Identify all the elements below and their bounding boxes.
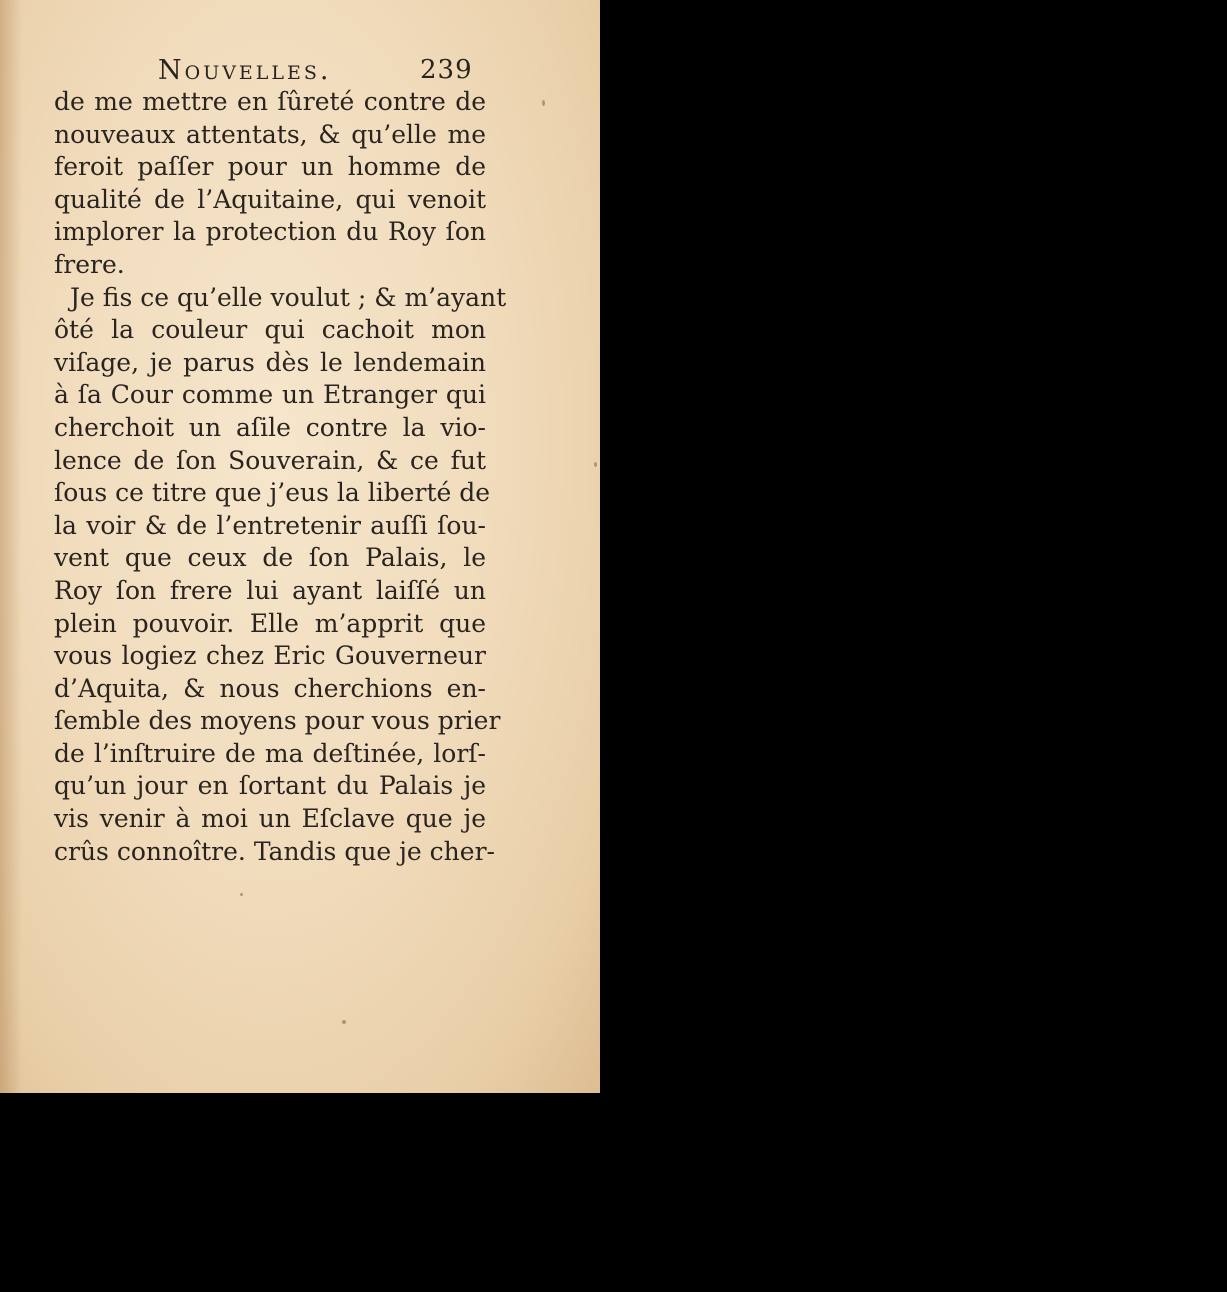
text-line: d’Aquita, & nous cherchions en- [54, 673, 486, 703]
paper-speck [594, 462, 597, 467]
text-line: nouveaux attentats, & qu’elle me [54, 119, 486, 149]
text-line: Roy ſon frere lui ayant laiſſé un [54, 575, 486, 605]
text-line: plein pouvoir. Elle m’apprit que [54, 608, 486, 638]
text-line: à ſa Cour comme un Etranger qui [54, 380, 486, 410]
text-line: cherchoit un aſile contre la vio- [54, 412, 486, 442]
text-line: viſage, je parus dès le lendemain [54, 347, 486, 377]
text-line: lence de ſon Souverain, & ce fut [54, 445, 486, 475]
text-line: de l’inſtruire de ma deſtinée, lorſ- [54, 738, 486, 768]
text-line: crûs connoître. Tandis que je cher- [54, 836, 495, 866]
text-line: feroit paſſer pour un homme de [54, 152, 486, 182]
paper-speck [542, 100, 545, 106]
text-line: de me mettre en ſûreté contre de [54, 87, 486, 116]
text-line: ôté la couleur qui cachoit mon [54, 315, 486, 345]
text-line: la voir & de l’entretenir auſſi ſou- [54, 510, 486, 540]
text-line: vis venir à moi un Eſclave que je [54, 804, 486, 834]
text-line: ſemble des moyens pour vous prier [54, 706, 501, 736]
page-number: 239 [420, 55, 473, 85]
page-header [158, 55, 488, 89]
text-line: Je fis ce qu’elle voulut ; & m’ayant [70, 282, 507, 312]
running-title: Nouvelles. [158, 55, 332, 86]
text-line: qu’un jour en ſortant du Palais je [54, 771, 486, 801]
text-line: vent que ceux de ſon Palais, le [54, 543, 486, 573]
paper-speck [342, 1020, 346, 1024]
text-line: frere. [54, 249, 125, 279]
book-page [0, 0, 600, 1093]
body-text [54, 86, 507, 868]
paper-speck [240, 893, 243, 896]
text-line: ſous ce titre que j’eus la liberté de [54, 478, 491, 508]
text-line: implorer la protection du Roy ſon [54, 217, 486, 247]
text-line: qualité de l’Aquitaine, qui venoit [54, 184, 486, 214]
text-line: vous logiez chez Eric Gouverneur [54, 641, 486, 671]
